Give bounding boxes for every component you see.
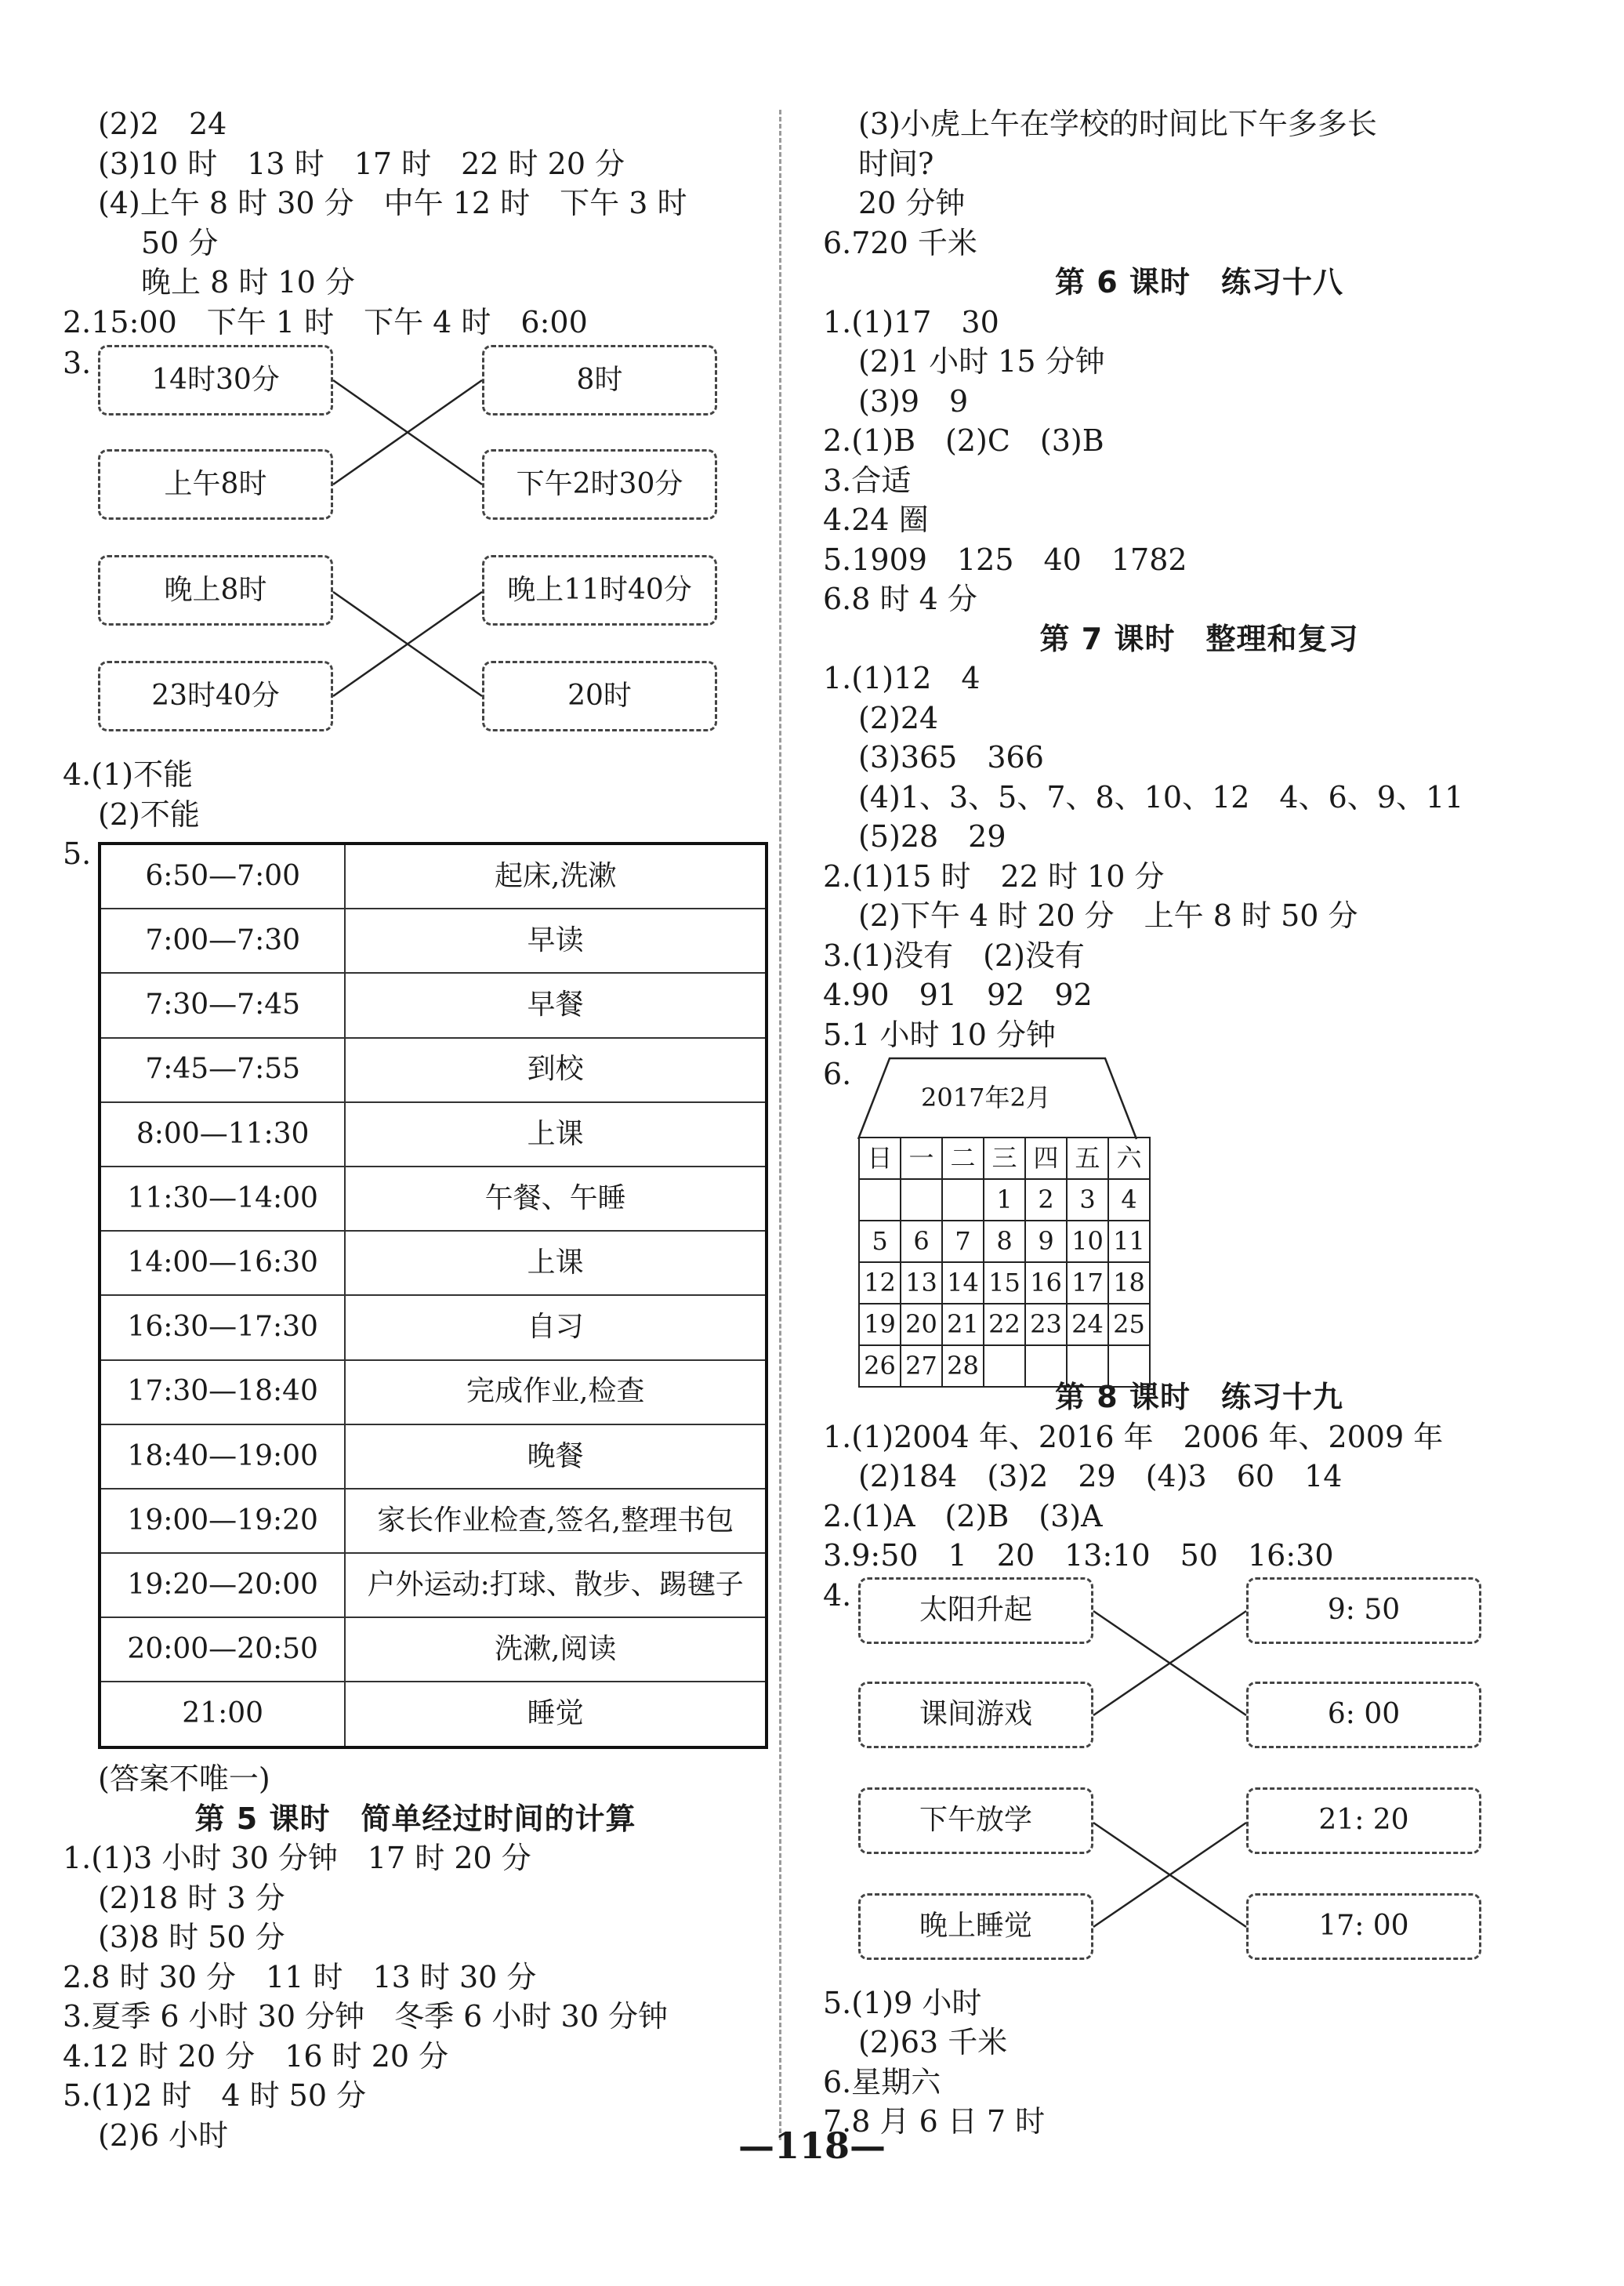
calendar-weekday: 五 — [1067, 1138, 1108, 1179]
answer-line: 5.(1)2 时 4 时 50 分 — [63, 2078, 367, 2113]
question-number: 4. — [823, 1577, 852, 1613]
answer-line: (3)10 时 13 时 17 时 22 时 20 分 — [98, 146, 625, 181]
page-number: —118— — [738, 2125, 886, 2167]
table-row — [100, 1360, 767, 1424]
column-divider — [779, 110, 781, 2140]
time-cell: 8:00—11:30 — [100, 1102, 345, 1167]
answer-line: 4.90 91 92 92 — [823, 978, 1093, 1012]
calendar-day: 26 — [859, 1345, 901, 1387]
calendar-day: 5 — [859, 1221, 901, 1262]
calendar-day: 13 — [901, 1262, 942, 1304]
match-right-box: 下午2时30分 — [482, 449, 717, 520]
table-row — [100, 1489, 767, 1553]
table-row — [100, 1231, 767, 1295]
calendar-week-row — [859, 1304, 1150, 1345]
calendar-day: 12 — [859, 1262, 901, 1304]
answer-line: 晚上 8 时 10 分 — [141, 265, 355, 299]
table-row — [100, 1295, 767, 1359]
answer-line: (2)184 (3)2 29 (4)3 60 14 — [858, 1459, 1343, 1493]
calendar-day: 15 — [984, 1262, 1025, 1304]
time-cell: 7:45—7:55 — [100, 1038, 345, 1102]
table-row — [100, 909, 767, 973]
section-8 — [823, 1417, 1575, 1576]
time-cell: 17:30—18:40 — [100, 1360, 345, 1424]
calendar-day: 20 — [901, 1304, 942, 1345]
answer-line: 2.(1)15 时 22 时 10 分 — [823, 858, 1165, 894]
answer-line: 5.(1)9 小时 — [823, 1985, 982, 2020]
answer-line: 1.(1)12 4 — [823, 661, 981, 695]
answer-line: (3)365 366 — [858, 740, 1044, 775]
matching-q3-a2 — [63, 449, 768, 555]
activity-cell: 家长作业检查,签名,整理书包 — [345, 1489, 767, 1553]
answer-line: (4)1、3、5、7、8、10、12 4、6、9、11 — [858, 779, 1464, 815]
table-row — [100, 1553, 767, 1617]
activity-cell: 户外运动:打球、散步、踢毽子 — [345, 1553, 767, 1617]
calendar-day: 25 — [1108, 1304, 1150, 1345]
activity-cell: 洗漱,阅读 — [345, 1617, 767, 1682]
calendar-day: 27 — [901, 1345, 942, 1387]
answer-line: (4)上午 8 时 30 分 中午 12 时 下午 3 时 — [98, 186, 687, 220]
answer-line: 5.1 小时 10 分钟 — [823, 1017, 1057, 1052]
answer-line: (3)8 时 50 分 — [98, 1920, 285, 1954]
match-left-box: 太阳升起 — [858, 1577, 1093, 1644]
calendar-day: 2 — [1025, 1179, 1067, 1221]
calendar-weekday: 六 — [1108, 1138, 1150, 1179]
calendar-day: 1 — [984, 1179, 1025, 1221]
answer-line: 6.720 千米 — [823, 225, 977, 260]
answer-line: 2.(1)A (2)B (3)A — [823, 1498, 1103, 1533]
calendar-day: 9 — [1025, 1221, 1067, 1262]
section-7 — [823, 659, 1575, 1054]
time-cell: 19:20—20:00 — [100, 1553, 345, 1617]
answer-line: (2)2 24 — [98, 107, 227, 141]
section-6 — [823, 303, 1575, 619]
calendar-day: 22 — [984, 1304, 1025, 1345]
table-row — [100, 1682, 767, 1747]
calendar-day — [1067, 1345, 1108, 1387]
calendar-day — [942, 1179, 984, 1221]
time-cell: 14:00—16:30 — [100, 1231, 345, 1295]
calendar-day — [901, 1179, 942, 1221]
table-row — [100, 1424, 767, 1489]
right-intro — [823, 104, 1575, 263]
answer-line: 2.8 时 30 分 11 时 13 时 30 分 — [63, 1959, 537, 1994]
time-cell: 19:00—19:20 — [100, 1489, 345, 1553]
table-row — [100, 1038, 767, 1102]
calendar-day: 28 — [942, 1345, 984, 1387]
answer-line: 6.星期六 — [823, 2064, 941, 2099]
schedule-table — [98, 842, 768, 1749]
calendar-weekday: 四 — [1025, 1138, 1067, 1179]
right-column — [823, 0, 1575, 2142]
calendar-table — [858, 1137, 1151, 1388]
activity-cell: 起床,洗漱 — [345, 844, 767, 909]
match-right-box: 6: 00 — [1246, 1682, 1481, 1748]
answer-line: (2)不能 — [98, 796, 200, 832]
answer-line: (2)24 — [858, 700, 939, 735]
calendar-day — [984, 1345, 1025, 1387]
calendar-weekday: 二 — [942, 1138, 984, 1179]
time-cell: 21:00 — [100, 1682, 345, 1747]
calendar-day: 21 — [942, 1304, 984, 1345]
answer-line: 时间? — [858, 146, 934, 181]
calendar-day — [859, 1179, 901, 1221]
match-left-box: 14时30分 — [98, 345, 333, 415]
section-heading-7: 第 7 课时 整理和复习 — [1039, 621, 1359, 656]
time-cell: 6:50—7:00 — [100, 844, 345, 909]
activity-cell: 自习 — [345, 1295, 767, 1359]
section-heading-5: 第 5 课时 简单经过时间的计算 — [194, 1801, 636, 1836]
answer-line: (2)1 小时 15 分钟 — [858, 344, 1105, 379]
calendar-day: 16 — [1025, 1262, 1067, 1304]
activity-cell: 上课 — [345, 1102, 767, 1167]
answer-line: 50 分 — [141, 225, 219, 260]
answer-line: (2)6 小时 — [98, 2117, 229, 2153]
question-number: 3. — [63, 346, 92, 380]
match-left-box: 晚上8时 — [98, 555, 333, 626]
calendar-day: 19 — [859, 1304, 901, 1345]
match-lines — [63, 555, 768, 790]
answer-line: (2)18 时 3 分 — [98, 1880, 285, 1915]
calendar-day: 4 — [1108, 1179, 1150, 1221]
calendar-title: 2017年2月 — [921, 1083, 1051, 1112]
answer-line: (3)小虎上午在学校的时间比下午多多长 — [858, 107, 1377, 141]
matching-q3-b2 — [63, 661, 768, 755]
answer-line: 4.(1)不能 — [63, 757, 194, 792]
match-lines — [63, 343, 768, 579]
answer-line: 1.(1)2004 年、2016 年 2006 年、2009 年 — [823, 1419, 1444, 1454]
calendar-week-row — [859, 1262, 1150, 1304]
calendar-day: 6 — [901, 1221, 942, 1262]
note: (答案不唯一) — [98, 1762, 270, 1796]
section-heading-6: 第 6 课时 练习十八 — [1055, 265, 1343, 299]
match-left-box: 上午8时 — [98, 449, 333, 520]
answer-line: 3.夏季 6 小时 30 分钟 冬季 6 小时 30 分钟 — [63, 1999, 668, 2034]
time-cell: 11:30—14:00 — [100, 1167, 345, 1231]
calendar-day: 8 — [984, 1221, 1025, 1262]
table-row — [100, 973, 767, 1037]
calendar-week-row — [859, 1179, 1150, 1221]
match-right-box: 17: 00 — [1246, 1893, 1481, 1960]
answer-line: 2.(1)B (2)C (3)B — [823, 423, 1104, 458]
calendar-day: 24 — [1067, 1304, 1108, 1345]
match-right-box: 8时 — [482, 345, 717, 415]
section-5 — [63, 1838, 768, 2155]
match-left-box: 课间游戏 — [858, 1682, 1093, 1748]
activity-cell: 上课 — [345, 1231, 767, 1295]
answer-line: 20 分钟 — [858, 186, 966, 220]
answer-line: (5)28 29 — [858, 819, 1006, 854]
calendar-weekday: 日 — [859, 1138, 901, 1179]
table-row — [100, 1102, 767, 1167]
activity-cell: 早餐 — [345, 973, 767, 1037]
answer-line: 5.1909 125 40 1782 — [823, 542, 1187, 577]
match-right-box: 9: 50 — [1246, 1577, 1481, 1644]
table-row — [100, 1617, 767, 1682]
calendar-day: 11 — [1108, 1221, 1150, 1262]
match-left-box: 下午放学 — [858, 1787, 1093, 1854]
matching-q4-d2 — [823, 1893, 1575, 1983]
match-left-box: 23时40分 — [98, 661, 333, 731]
answer-line: 4.12 时 20 分 16 时 20 分 — [63, 2038, 449, 2074]
table-row — [100, 1167, 767, 1231]
activity-cell: 午餐、午睡 — [345, 1167, 767, 1231]
answer-line: 2.15:00 下午 1 时 下午 4 时 6:00 — [63, 304, 588, 339]
answer-line: (2)63 千米 — [858, 2025, 1008, 2059]
calendar-day: 3 — [1067, 1179, 1108, 1221]
schedule-table-wrap — [63, 834, 768, 1759]
calendar-day: 17 — [1067, 1262, 1108, 1304]
left-intro — [63, 104, 768, 342]
calendar-day: 18 — [1108, 1262, 1150, 1304]
matching-q4-c2 — [823, 1682, 1575, 1787]
time-cell: 18:40—19:00 — [100, 1424, 345, 1489]
calendar-weekday-row — [859, 1138, 1150, 1179]
time-cell: 7:30—7:45 — [100, 973, 345, 1037]
calendar-day: 23 — [1025, 1304, 1067, 1345]
time-cell: 16:30—17:30 — [100, 1295, 345, 1359]
activity-cell: 早读 — [345, 909, 767, 973]
answer-line: 3.9:50 1 20 13:10 50 16:30 — [823, 1538, 1334, 1573]
activity-cell: 晚餐 — [345, 1424, 767, 1489]
calendar-day: 7 — [942, 1221, 984, 1262]
match-left-box: 晚上睡觉 — [858, 1893, 1093, 1960]
answer-line: 7.8 月 6 日 7 时 — [823, 2104, 1046, 2139]
calendar-day — [1108, 1345, 1150, 1387]
time-cell: 7:00—7:30 — [100, 909, 345, 973]
answer-line: 6.8 时 4 分 — [823, 582, 977, 616]
activity-cell: 到校 — [345, 1038, 767, 1102]
match-lines — [823, 1787, 1528, 2023]
time-cell: 20:00—20:50 — [100, 1617, 345, 1682]
table-row — [100, 844, 767, 909]
calendar-week-row — [859, 1221, 1150, 1262]
section-heading-8: 第 8 课时 练习十九 — [1055, 1380, 1343, 1414]
match-lines — [823, 1576, 1528, 1811]
left-column — [63, 0, 768, 2155]
calendar-week-row — [859, 1345, 1150, 1387]
activity-cell: 完成作业,检查 — [345, 1360, 767, 1424]
answer-line: (2)下午 4 时 20 分 上午 8 时 50 分 — [858, 898, 1358, 933]
match-right-box: 晚上11时40分 — [482, 555, 717, 626]
calendar-day — [1025, 1345, 1067, 1387]
calendar-day: 10 — [1067, 1221, 1108, 1262]
answer-line: 3.合适 — [823, 463, 912, 498]
activity-cell: 睡觉 — [345, 1682, 767, 1747]
answer-line: 4.24 圈 — [823, 503, 929, 537]
match-right-box: 20时 — [482, 661, 717, 731]
question-number: 6. — [823, 1057, 852, 1091]
answer-line: 3.(1)没有 (2)没有 — [823, 938, 1085, 973]
question-number: 5. — [63, 836, 92, 871]
answer-line: 1.(1)3 小时 30 分钟 17 时 20 分 — [63, 1841, 531, 1875]
calendar-day: 14 — [942, 1262, 984, 1304]
calendar-weekday: 三 — [984, 1138, 1025, 1179]
match-right-box: 21: 20 — [1246, 1787, 1481, 1854]
calendar-wrap — [823, 1054, 1575, 1392]
calendar-weekday: 一 — [901, 1138, 942, 1179]
answer-line: 1.(1)17 30 — [823, 304, 999, 339]
answer-line: (3)9 9 — [858, 383, 969, 419]
